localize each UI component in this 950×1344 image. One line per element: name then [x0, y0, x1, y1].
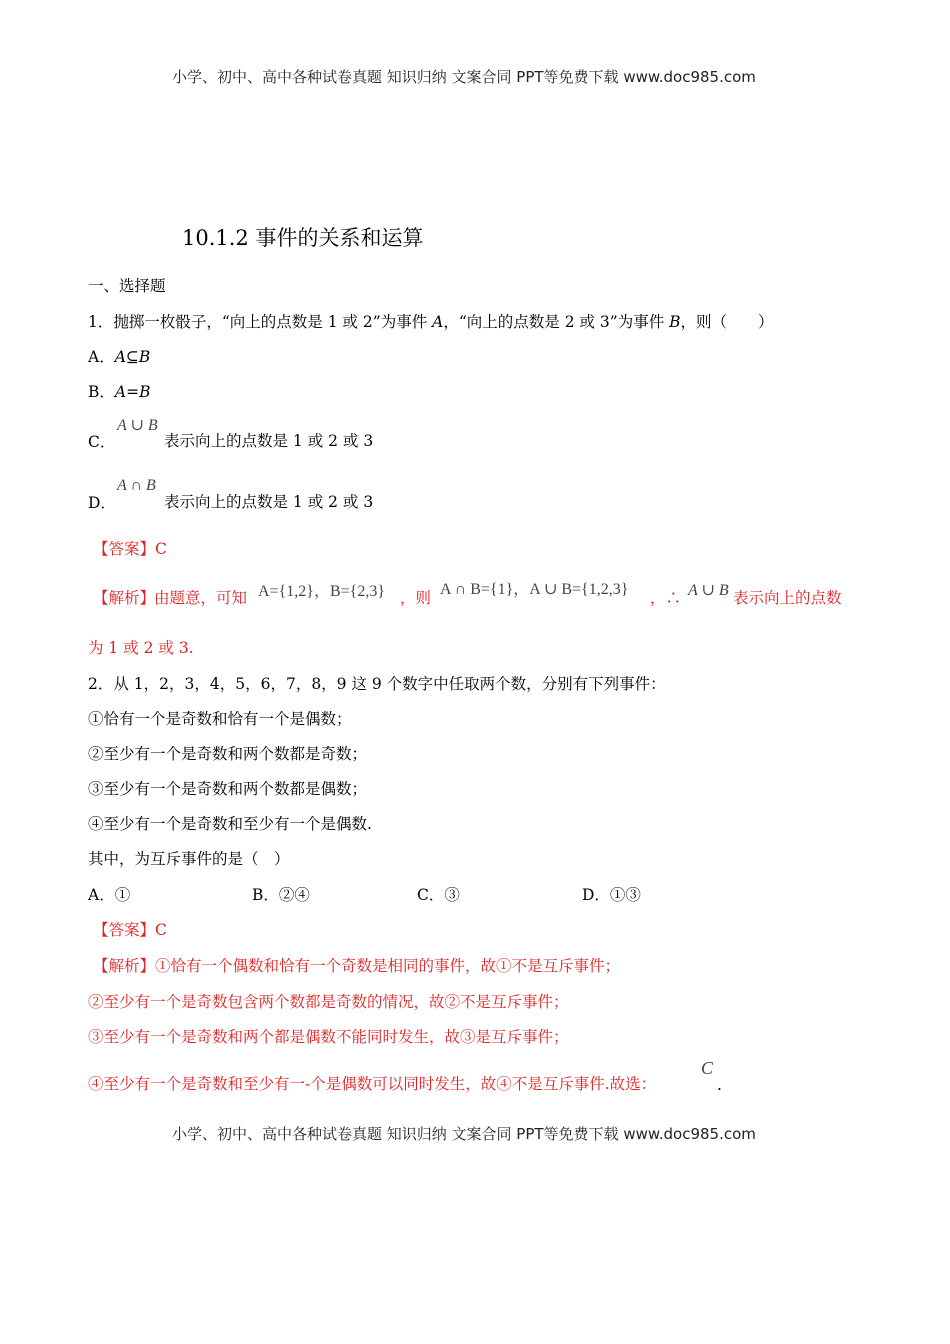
q1-analysis-label: 【解析】: [93, 589, 156, 607]
q1-stem: 1．抛掷一枚骰子，“向上的点数是 1 或 2”为事件 A，“向上的点数是 2 或 3”为事件 B，则（ ）: [88, 313, 774, 331]
q2-item-2: ②至少有一个是奇数和两个数都是奇数；: [88, 745, 368, 763]
q1-option-c-math: A ∪ B: [117, 417, 158, 434]
q2-option-b: B．②④: [252, 886, 310, 904]
section-heading: 一、选择题: [88, 277, 166, 295]
q1-option-c-label: C．: [88, 433, 116, 451]
q1-option-d-label: D．: [88, 494, 116, 512]
q2-item-4: ④至少有一个是奇数和至少有一个是偶数.: [88, 815, 372, 833]
q2-option-d: D．①③: [582, 886, 641, 904]
page-header: 小学、初中、高中各种试卷真题 知识归纳 文案合同 PPT等免费下载 www.doc985.com: [172, 68, 756, 86]
q2-final-answer-math: C: [701, 1058, 714, 1078]
q1-analysis-line-2: 为 1 或 2 或 3.: [88, 639, 194, 657]
q1-analysis-text-4: 表示向上的点数: [733, 589, 842, 607]
q2-analysis-line-1: 【解析】①恰有一个偶数和恰有一个奇数是相同的事件，故①不是互斥事件；: [93, 957, 621, 975]
q2-item-3: ③至少有一个是奇数和两个数都是偶数；: [88, 780, 368, 798]
q1-analysis-math-3: A ∪ B: [688, 582, 729, 599]
q1-option-c-text: 表示向上的点数是 1 或 2 或 3: [164, 432, 374, 450]
q2-stem: 2．从 1，2，3，4，5，6，7，8，9 这 9 个数字中任取两个数，分别有下列事件：: [88, 675, 666, 693]
q1-answer: 【答案】C: [93, 540, 167, 558]
q1-option-d-text: 表示向上的点数是 1 或 2 或 3: [164, 493, 374, 511]
q2-option-c: C．③: [417, 886, 460, 904]
q1-analysis-text-2: ，则: [400, 589, 432, 607]
q1-option-b: B．A=B: [88, 383, 151, 401]
q1-analysis-text-1: 由题意，可知: [154, 589, 248, 607]
q1-analysis-math-2: A ∩ B={1}，A ∪ B={1,2,3}: [440, 581, 629, 598]
q1-option-a: A．A⊆B: [88, 348, 151, 366]
q2-analysis-line-2: ②至少有一个是奇数包含两个数都是奇数的情况，故②不是互斥事件；: [88, 993, 569, 1011]
q2-final-period: .: [717, 1076, 722, 1094]
q1-analysis-text-3: ，∴: [650, 589, 682, 607]
q1-analysis-math-1: A={1,2}，B={2,3}: [258, 583, 385, 600]
q2-answer: 【答案】C: [93, 921, 167, 939]
q1-option-d-math: A ∩ B: [117, 477, 156, 494]
page-footer: 小学、初中、高中各种试卷真题 知识归纳 文案合同 PPT等免费下载 www.doc985.com: [172, 1125, 756, 1143]
q2-analysis-line-3: ③至少有一个是奇数和两个都是偶数不能同时发生，故③是互斥事件；: [88, 1028, 569, 1046]
q2-item-1: ①恰有一个是奇数和恰有一个是偶数；: [88, 710, 352, 728]
q2-question: 其中，为互斥事件的是（ ）: [88, 850, 290, 868]
document-title: 10.1.2 事件的关系和运算: [182, 226, 424, 250]
q2-analysis-line-4: ④至少有一个是奇数和至少有一-个是偶数可以同时发生，故④不是互斥事件.故选：: [88, 1075, 657, 1093]
q2-option-a: A．①: [88, 886, 131, 904]
